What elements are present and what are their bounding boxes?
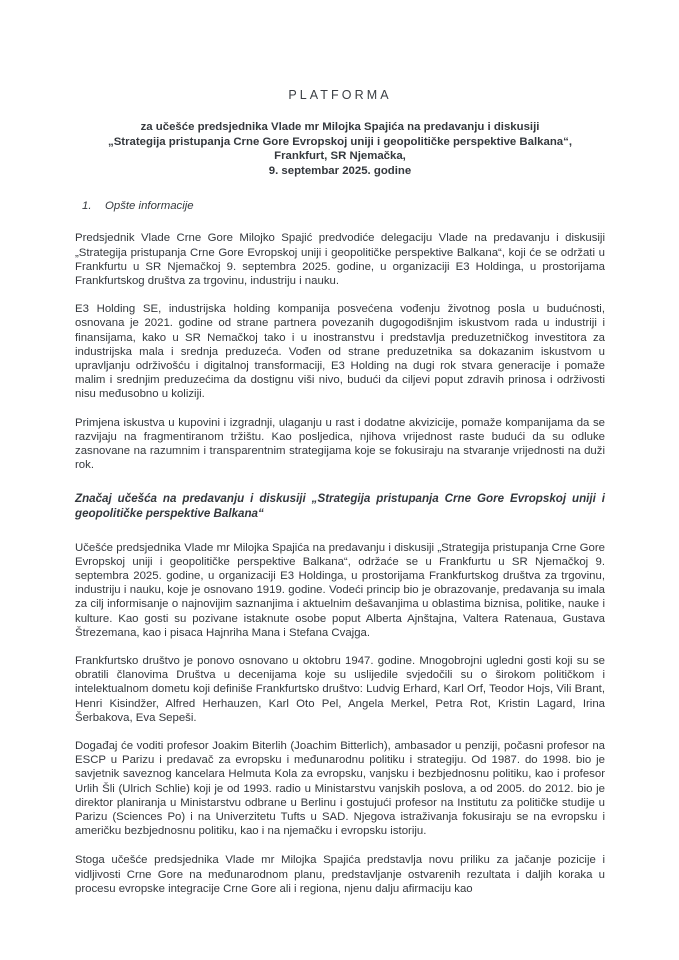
paragraph-zakljucak: Stoga učešće predsjednika Vlade mr Milojka Spajića predstavlja novu priliku za jačanje pozicije i vidljivosti Crne Gore na međunarodnom planu, predstavljanje ostvarenih rezultata i daljih koraka u procesu evropske integracije Crne Gore ali i regiona, njenu dalju afirmaciju kao — [75, 854, 605, 895]
section-number: 1. — [82, 200, 92, 213]
page-title: PLATFORMA — [288, 88, 392, 102]
subtitle-line-4: 9. septembar 2025. godine — [268, 164, 412, 177]
paragraph-biterlih: Događaj će voditi profesor Joakim Biterlih (Joachim Bitterlich), ambasador u penziji, počasni profesor na ESCP u Parizu i predavač za evropsku i međunarodnu politiku i strategiju. Od 1987. do 1998. bio je savjetnik saveznog kancelara Helmuta Kola za evropsku, vanjsku i bezbjednosnu politiku, kao i profesor Urlih Šli (Ulrich Schlie) koji je od 1993. radio u Ministarstvu vanjskih poslova, a od 2005. do 2012. bio je direktor planiranja u Ministarstvu odbrane u Berlinu i gostujući profesor na Institutu za političke studije u Parizu (Sciences Po) i na Univerzitetu Tufts u SAD. Njegova istraživanja fokusiraju se na evropsku i američku bezbjednosnu politiku, kao i na njemačku i evropsku istoriju. — [75, 740, 605, 838]
paragraph-ucesce-predsjednika: Učešće predsjednika Vlade mr Milojka Spajića na predavanju i diskusiji „Strategija pristupanja Crne Gore Evropskoj uniji i geopolitičke perspektive Balkana“, održaće se u Frankfurtu u SR Njemačkoj 9. septembra 2025. godine, u organizaciji E3 Holdinga, u prostorijama Frankfurtskog društva za trgovinu, industriju i nauku, koje je osnovano 1919. godine. Vodeći princip bio je obrazovanje, predavanja su imala za cilj informisanje o najnovijim saznanjima i aktuelnim dešavanjima u oblastima biznisa, politike, nauke i kulture. Kao gosti su pozivane istaknute osobe poput Alberta Ajnštajna, Valtera Ratenaua, Gustava Štrezemana, kao i pisaca Hajnriha Mana i Stefana Cvajga. — [75, 541, 605, 639]
paragraph-intro: Predsjednik Vlade Crne Gore Milojko Spajić predvodiće delegaciju Vlade na predavanju i diskusiji „Strategija pristupanja Crne Gore Evropskoj uniji i geopolitičke perspektive Balkana“, koji će se održati u Frankfurtu u SR Njemačkoj 9. septembra 2025. godine, u organizaciji E3 Holdinga, u prostorijama Frankfurtskog društva za trgovinu, industriju i nauku. — [75, 232, 605, 287]
paragraph-e3-holding: E3 Holding SE, industrijska holding kompanija posvećena vođenju životnog posla u budućnosti, osnovana je 2021. godine od strane partnera povezanih dugogodišnjim iskustvom rada u industriji i finansijama, kako u SR Nemačkoj tako i u inostranstvu i predstavlja preduzetničkog investitora za industrijska mala i srednja preduzeća. Vođen od strane preduzetnika sa dokazanim iskustvom u upravljanju održivošću i digitalnoj transformaciji, E3 Holding na dugi rok stvara generacije i pomaže malim i srednjim preduzećima da dostignu viši nivo, budući da ciljevi poput zdravih prinosa i održivosti nisu međusobno u koliziji. — [75, 303, 605, 401]
document-subtitle — [75, 120, 605, 178]
paragraph-frankfurtsko-drustvo: Frankfurtsko društvo je ponovo osnovano u oktobru 1947. godine. Mnogobrojni ugledni gosti koji su se obratili članovima Društva u decenijama koje su uslijedile svjedočili su o širokom političkom i intelektualnom dometu koji definiše Frankfurtsko društvo: Ludvig Erhard, Karl Orf, Teodor Hojs, Vili Brant, Henri Kisindžer, Alfred Herhauzen, Karl Oto Pel, Angela Merkel, Petra Rot, Kristin Lagard, Irina Šerbakova, Eva Sepeši. — [75, 655, 605, 724]
subtitle-line-1: za učešće predsjednika Vlade mr Milojka Spajića na predavanju i diskusiji — [140, 121, 540, 133]
document-content — [75, 0, 605, 896]
paragraph-primjena-iskustva: Primjena iskustva u kupovini i izgradnji, ulaganju u rast i dodatne akvizicije, pomaže kompanijama da se razvijaju na fragmentiranom tržištu. Kao posljedica, njihova vrijednost raste budući da su odluke zasnovane na razumnim i transparentnim strategijama koje se fokusiraju na stvaranje vrijednosti na duži rok. — [75, 416, 605, 472]
section-label: Opšte informacije — [105, 200, 194, 213]
subtitle-line-2: „Strategija pristupanja Crne Gore Evropskoj uniji i geopolitičke perspektive Balkana“, — [108, 135, 572, 148]
subheading-znacaj-ucesca: Značaj učešća na predavanju i diskusiji „Strategija pristupanja Crne Gore Evropskoj uniji i geopolitičke perspektive Balkana“ — [75, 492, 605, 521]
subtitle-line-3: Frankfurt, SR Njemačka, — [274, 150, 406, 163]
section-heading-opste-informacije — [75, 199, 605, 213]
